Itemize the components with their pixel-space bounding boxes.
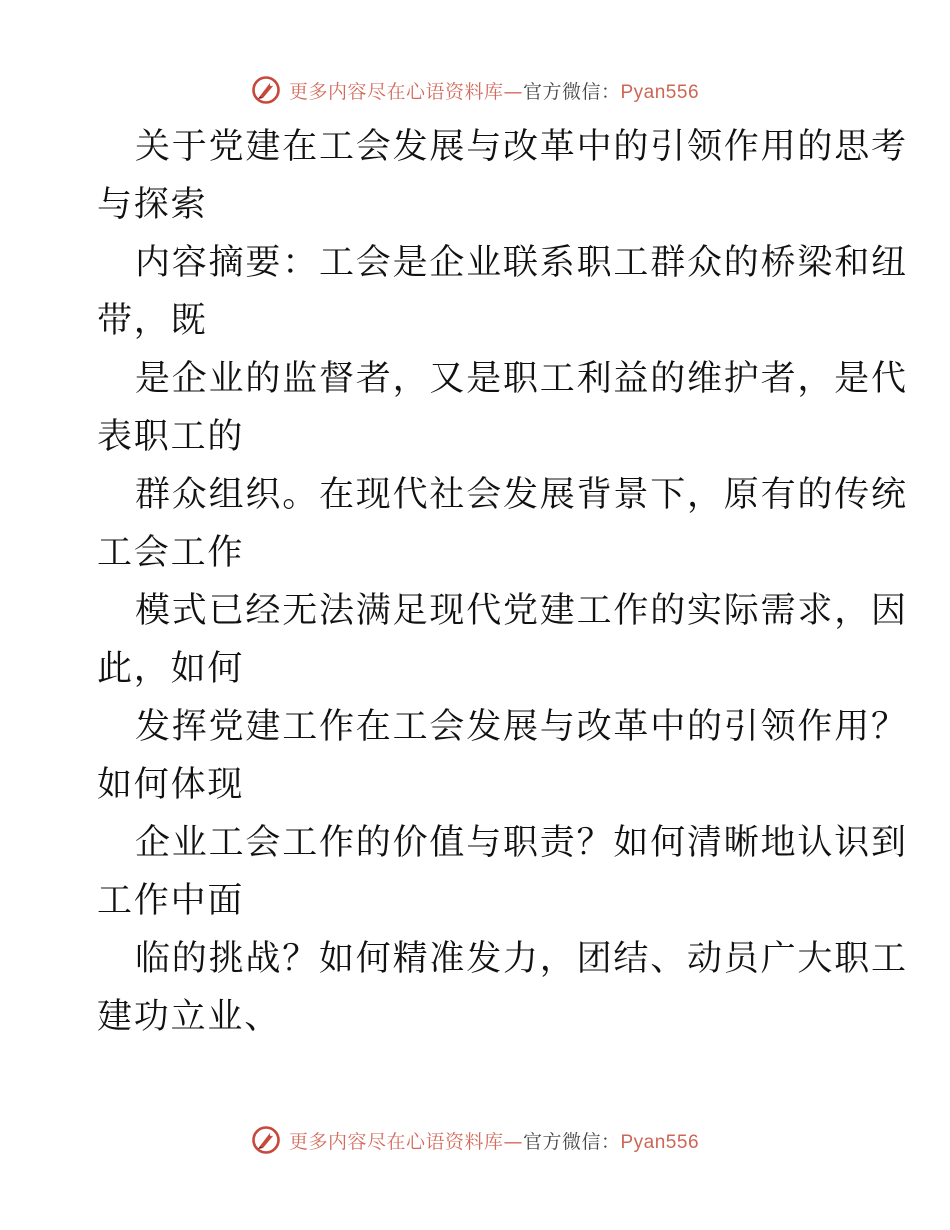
watermark-separator: — (503, 1130, 523, 1153)
watermark-main: 更多内容尽在心语资料库 (288, 80, 504, 103)
watermark-text (289, 77, 699, 104)
watermark-text (289, 1127, 699, 1154)
text-line: 带，既 (97, 301, 208, 341)
text-line: 关于党建在工会发展与改革中的引领作用的思考 (135, 127, 908, 167)
text-line: 建功立业、 (97, 997, 282, 1037)
text-line: 工会工作 (97, 533, 245, 573)
text-line: 如何体现 (97, 765, 245, 805)
text-line: 临的挑战？如何精准发力，团结、动员广大职工 (135, 939, 908, 979)
text-line: 群众组织。在现代社会发展背景下，原有的传统 (135, 475, 908, 515)
text-line: 表职工的 (97, 417, 245, 457)
watermark-separator: — (503, 80, 523, 103)
text-line: 工作中面 (97, 881, 245, 921)
text-line: 企业工会工作的价值与职责？如何清晰地认识到 (135, 823, 908, 863)
watermark-official: 官方微信： (522, 80, 621, 103)
header-watermark (0, 72, 950, 108)
text-line: 是企业的监督者，又是职工利益的维护者，是代 (135, 359, 908, 399)
footer-watermark (0, 1122, 950, 1158)
text-line: 发挥党建工作在工会发展与改革中的引领作用？ (135, 707, 908, 747)
watermark-handle: Pyan556 (620, 81, 700, 103)
text-line: 内容摘要：工会是企业联系职工群众的桥梁和纽 (135, 243, 908, 283)
text-line: 模式已经无法满足现代党建工作的实际需求，因 (135, 591, 908, 631)
watermark-official: 官方微信： (522, 1130, 621, 1153)
watermark-main: 更多内容尽在心语资料库 (288, 1130, 504, 1153)
text-line: 此，如何 (97, 649, 245, 689)
document-body (97, 118, 908, 1046)
brand-logo-icon (251, 75, 281, 105)
watermark-handle: Pyan556 (620, 1131, 700, 1153)
text-line: 与探索 (97, 185, 208, 225)
brand-logo-icon (251, 1125, 281, 1155)
